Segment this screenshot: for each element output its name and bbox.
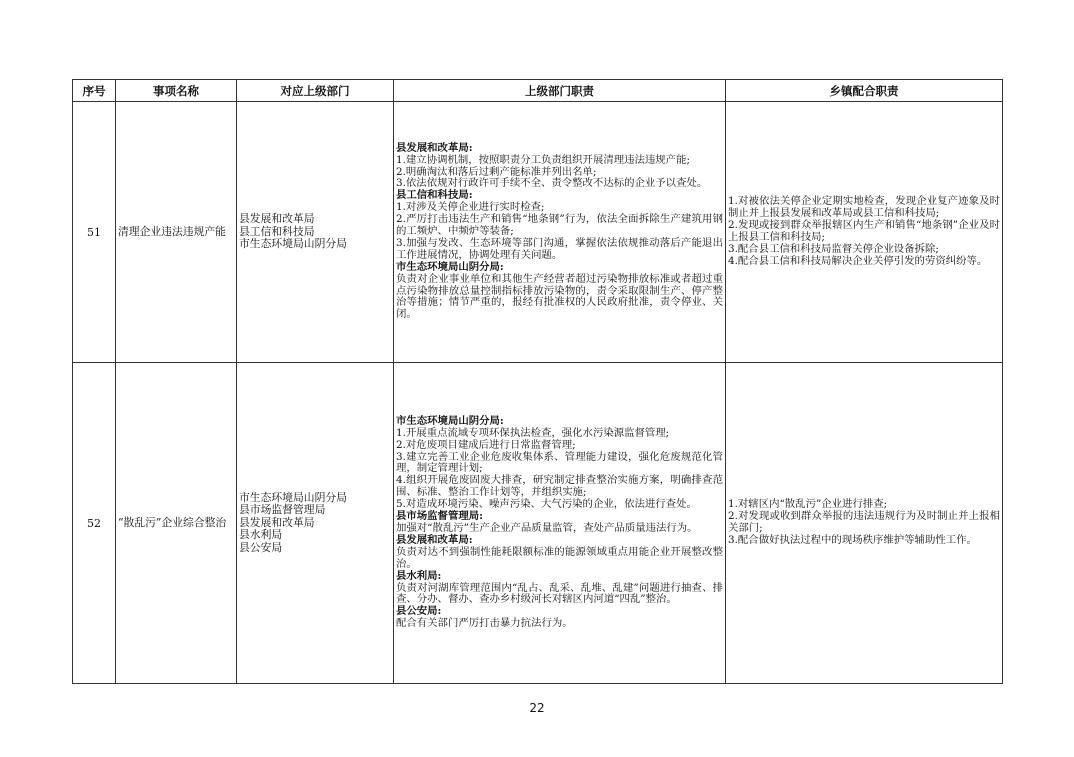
- duty-heading: 市生态环境局山阴分局:: [396, 414, 504, 427]
- department: 县发展和改革局: [239, 212, 315, 226]
- duty-heading: 县发展和改革局:: [396, 533, 473, 546]
- duty-line: 配合有关部门严厉打击暴力抗法行为。: [396, 617, 573, 630]
- department: 市生态环境局山阴分局: [239, 237, 347, 251]
- duty-line: 1.建立协调机制，按照职责分工负责组织开展清理违法违规产能;: [396, 153, 690, 166]
- item-name: “散乱污”企业综合整治: [116, 363, 237, 684]
- duty-line: 加强对“散乱污”生产企业产品质量监管，查处产品质量违法行为。: [396, 522, 698, 534]
- header-department-duties: 上级部门职责: [394, 80, 726, 102]
- duty-heading: 市生态环境局山阴分局:: [396, 260, 504, 273]
- duty-heading: 县水利局:: [396, 569, 442, 582]
- duty-line: 1.对涉及关停企业进行实时检查;: [396, 201, 545, 214]
- row-number: 52: [73, 363, 116, 684]
- duty-line: 负责对达不到强制性能耗限额标准的能源领域重点用能企业开展整改整治。: [396, 545, 723, 570]
- duty-line: 2.对危废项目建成后进行日常监督管理;: [396, 438, 576, 451]
- duty-line: 1.开展重点流域专项环保执法检查，强化水污染源监督管理;: [396, 426, 670, 439]
- town-duty-line: 3.配合县工信和科技局监督关停企业设备拆除;: [728, 242, 939, 255]
- header-no: 序号: [73, 80, 116, 102]
- header-row: [73, 80, 1003, 102]
- page-number: 22: [529, 701, 545, 715]
- department: 县工信和科技局: [239, 224, 315, 238]
- department-duties-cell: [394, 363, 726, 684]
- header-item-name: 事项名称: [116, 80, 237, 102]
- department: 县发展和改革局: [239, 515, 315, 529]
- duty-heading: 县发展和改革局:: [396, 141, 473, 154]
- town-duty-line: 1.对被依法关停企业定期实地检查，发现企业复产迹象及时制止并上报县发展和改革局或县工信和科技局;: [728, 195, 1000, 220]
- department: 县水利局: [239, 528, 283, 542]
- duty-line: 负责对河湖库管理范围内“乱占、乱采、乱堆、乱建”问题进行抽查、排查、分办、督办、查办乡村级河长对辖区内河道“四乱”整治。: [396, 581, 723, 606]
- duty-heading: 县工信和科技局:: [396, 189, 473, 202]
- duty-line: 负责对企业事业单位和其他生产经营者超过污染物排放标准或者超过重点污染物排放总量控制指标排放污染物的，责令采取限制生产、停产整治等措施；情节严重的，报经有批准权的人民政府批准，责令停业、关闭。: [396, 272, 723, 321]
- duty-table: [72, 79, 1003, 684]
- department-duties-cell: [394, 102, 726, 363]
- departments-cell: [237, 363, 394, 684]
- duty-line: 3.建立完善工业企业危废收集体系、管理能力建设，强化危废规范化管理，制定管理计划;: [396, 450, 723, 475]
- header-departments: 对应上级部门: [237, 80, 394, 102]
- duty-line: 2.严厉打击违法生产和销售“地条钢”行为，依法全面拆除生产建筑用钢的工频炉、中频炉等装备;: [396, 213, 723, 238]
- department: 县市场监督管理局: [239, 503, 326, 517]
- town-duties-cell: [726, 102, 1003, 363]
- item-name: 清理企业违法违规产能: [116, 102, 237, 363]
- town-duty-line: 2.发现或接到群众举报辖区内生产和销售“地条钢”企业及时上报县工信和科技局;: [728, 219, 1000, 243]
- duty-line: 2.明确淘汰和落后过剩产能标准并列出名单;: [396, 165, 597, 178]
- town-duty-line: 1.对辖区内“散乱污”企业进行排查;: [728, 498, 888, 511]
- duty-line: 5.对造成环境污染、噪声污染、大气污染的企业，依法进行查处。: [396, 498, 697, 511]
- duty-line: 3.依法依规对行政许可手续不全、责令整改不达标的企业予以查处。: [396, 177, 708, 190]
- header-town-duties: 乡镇配合职责: [726, 80, 1003, 102]
- town-duty-line: 3.配合做好执法过程中的现场秩序维护等辅助性工作。: [728, 533, 977, 546]
- table-row: [73, 102, 1003, 363]
- town-duty-line: 4.配合县工信和科技局解决企业关停引发的劳资纠纷等。: [728, 254, 988, 267]
- town-duties-cell: [726, 363, 1003, 684]
- duty-line: 3.加强与发改、生态环境等部门沟通，掌握依法依规推动落后产能退出工作进展情况，协调处理有关问题。: [396, 236, 723, 261]
- department: 市生态环境局山阴分局: [239, 490, 347, 504]
- departments-cell: [237, 102, 394, 363]
- table-row: [73, 363, 1003, 684]
- duty-heading: 县公安局:: [396, 605, 442, 618]
- duty-heading: 县市场监督管理局:: [396, 510, 483, 523]
- row-number: 51: [73, 102, 116, 363]
- department: 县公安局: [239, 540, 283, 554]
- duty-line: 4.组织开展危废固废大排查，研究制定排查整治实施方案，明确排查范围、标准、整治工作计划等，并组织实施;: [396, 474, 723, 499]
- town-duty-line: 2.对发现或收到群众举报的违法违规行为及时制止并上报相关部门;: [728, 510, 1000, 534]
